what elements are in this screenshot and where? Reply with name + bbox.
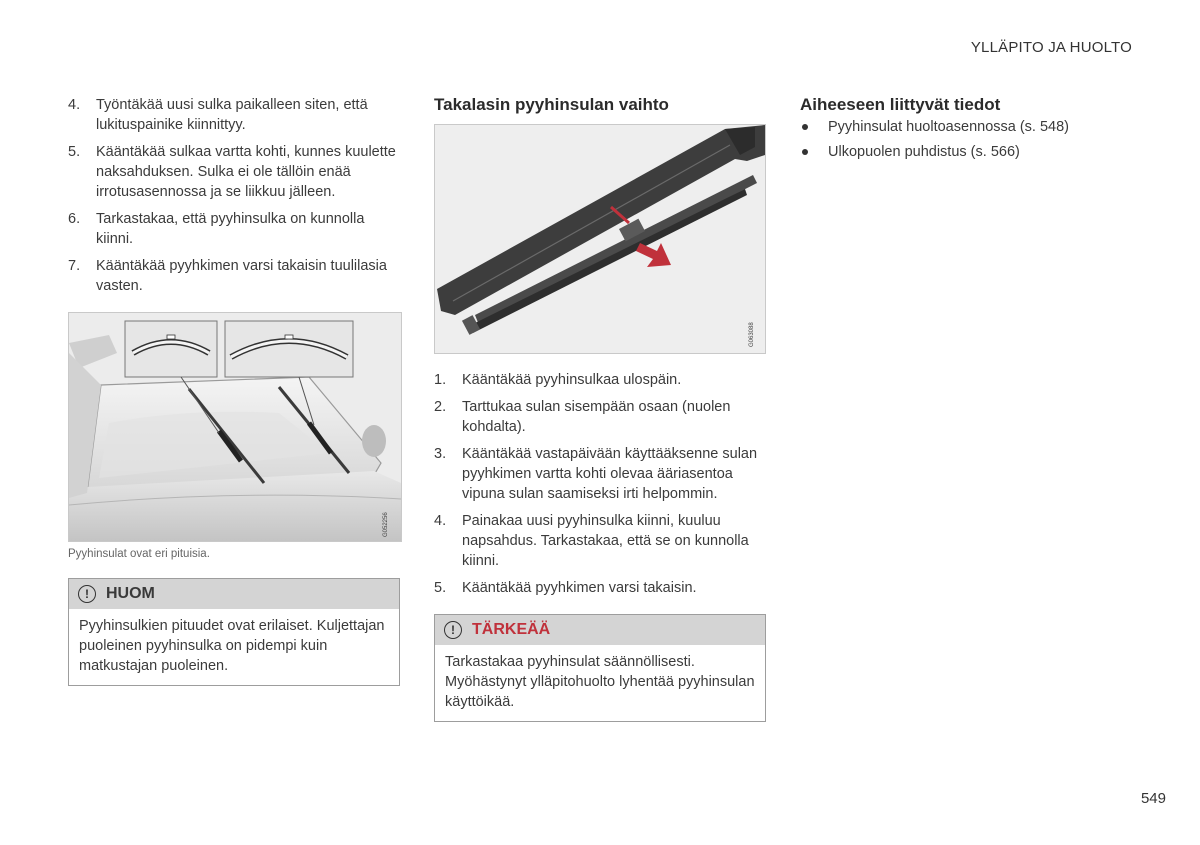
rear-wiper-figure (434, 124, 766, 354)
info-icon: ! (78, 585, 96, 603)
note-header (69, 579, 399, 609)
related-heading: Aiheeseen liittyvät tiedot (800, 95, 1001, 114)
step-text: Kääntäkää pyyhkimen varsi takaisin. (462, 580, 697, 596)
note-label: HUOM (106, 585, 155, 602)
step-number: 5. (68, 144, 81, 160)
windshield-wipers-illustration (69, 313, 401, 541)
list-item (434, 511, 766, 571)
bullet (802, 149, 808, 155)
figure-code: G063088 (749, 322, 755, 347)
bullet (802, 124, 808, 130)
step-number: 4. (68, 97, 81, 113)
column-middle (434, 95, 766, 722)
step-text: Kääntäkää pyyhinsulkaa ulospäin. (462, 372, 682, 388)
related-link[interactable]: Ulkopuolen puhdistus (s. 566) (828, 144, 1020, 160)
list-item (68, 142, 400, 202)
note-text: Pyyhinsulkien pituudet ovat erilaiset. Kuljettajan puoleinen pyyhinsulka on pidempi kuin matkustajan puoleinen. (79, 618, 385, 674)
column-left (68, 95, 400, 686)
step-number: 5. (434, 580, 447, 596)
step-text: Kääntäkää sulkaa vartta kohti, kunnes kuulette naksahduksen. Sulka ei ole tällöin enää irrotusasennossa ja se liikkuu jälleen. (96, 144, 396, 200)
steps-list-middle (434, 370, 766, 598)
running-header: YLLÄPITO JA HUOLTO (970, 39, 1132, 56)
list-item (434, 578, 766, 598)
important-label: TÄRKEÄÄ (472, 621, 551, 638)
list-item[interactable] (800, 142, 1140, 162)
list-item (68, 256, 400, 296)
step-number: 2. (434, 399, 447, 415)
list-item (434, 397, 766, 437)
windshield-wipers-figure (68, 312, 402, 542)
step-number: 3. (434, 446, 447, 462)
list-item[interactable] (800, 117, 1140, 137)
step-number: 7. (68, 258, 81, 274)
page-number: 549 (1140, 790, 1166, 807)
rear-wiper-illustration (435, 125, 765, 353)
step-number: 1. (434, 372, 447, 388)
list-item (434, 444, 766, 504)
step-text: Tarttukaa sulan sisempään osaan (nuolen kohdalta). (462, 399, 731, 435)
important-text: Tarkastakaa pyyhinsulat säännöllisesti. Myöhästynyt ylläpitohuolto lyhentää pyyhinsulan käyttöikää. (445, 654, 755, 710)
important-header (435, 615, 765, 645)
related-link[interactable]: Pyyhinsulat huoltoasennossa (s. 548) (828, 119, 1070, 135)
warning-icon: ! (444, 621, 462, 639)
figure-code: G052256 (383, 512, 389, 537)
list-item (434, 370, 766, 390)
step-text: Kääntäkää vastapäivään käyttääksenne sulan pyyhkimen vartta kohti olevaa ääriasentoa vipuna sulan saamiseksi irti helpommin. (462, 446, 758, 502)
important-box (434, 614, 766, 722)
step-number: 4. (434, 513, 447, 529)
list-item (68, 95, 400, 135)
section-heading: Takalasin pyyhinsulan vaihto (434, 95, 669, 114)
step-text: Painakaa uusi pyyhinsulka kiinni, kuuluu napsahdus. Tarkastakaa, että se on kunnolla kiinni. (462, 513, 749, 569)
steps-list-left (68, 95, 400, 296)
step-number: 6. (68, 211, 81, 227)
step-text: Tarkastakaa, että pyyhinsulka on kunnolla kiinni. (96, 211, 365, 247)
figure-caption: Pyyhinsulat ovat eri pituisia. (68, 548, 210, 560)
column-right (800, 95, 1140, 167)
step-text: Työntäkää uusi sulka paikalleen siten, että lukituspainike kiinnittyy. (96, 97, 368, 133)
note-box (68, 578, 400, 686)
list-item (68, 209, 400, 249)
related-links (800, 117, 1140, 162)
step-text: Kääntäkää pyyhkimen varsi takaisin tuulilasia vasten. (96, 258, 387, 294)
